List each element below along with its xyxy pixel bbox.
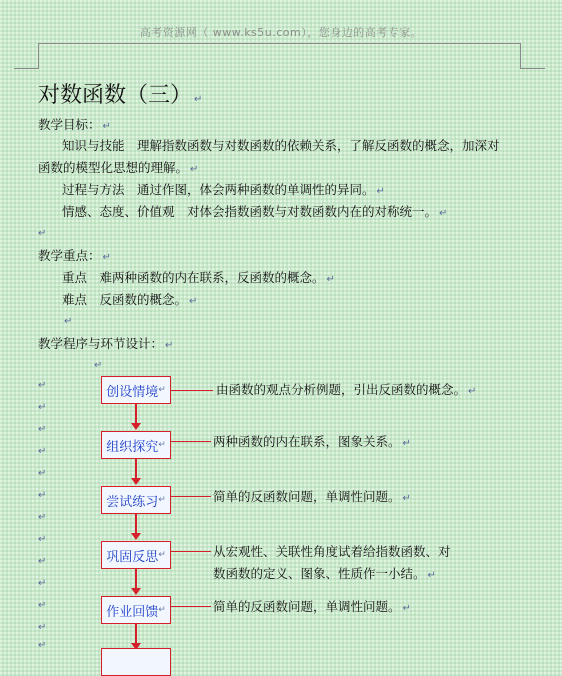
flow-arrow-shaft — [135, 459, 137, 479]
paragraph-mark: ↵ — [38, 402, 47, 413]
connector-line — [171, 441, 211, 442]
paragraph-mark: ↵ — [38, 622, 47, 633]
paragraph-mark: ↵ — [38, 534, 47, 545]
key-point-1 — [62, 269, 335, 289]
header-rule — [38, 43, 520, 44]
connector-line — [171, 606, 211, 607]
paragraph-mark: ↵ — [102, 252, 111, 263]
goal-process-text: 过程与方法 通过作图，体会两种函数的单调性的异同。 — [62, 182, 375, 197]
paragraph-mark: ↵ — [38, 640, 47, 651]
paragraph-mark: ↵ — [402, 603, 411, 614]
corner-mark-left-h — [14, 68, 39, 69]
flow-step-desc-cont — [213, 563, 436, 587]
paragraph-mark: ↵ — [38, 228, 47, 239]
corner-mark-right-v — [520, 43, 521, 69]
paragraph-mark: ↵ — [38, 512, 47, 523]
goals-heading-text: 教学目标： — [38, 117, 101, 132]
paragraph-mark: ↵ — [468, 386, 477, 397]
flow-step-organize-inquiry — [101, 431, 171, 459]
paragraph-mark: ↵ — [64, 316, 73, 327]
procedure-heading — [38, 335, 173, 355]
paragraph-mark: ↵ — [165, 340, 174, 351]
goal-knowledge-line2 — [38, 159, 198, 179]
paragraph-mark: ↵ — [189, 296, 198, 307]
corner-mark-right-h — [520, 68, 545, 69]
flow-arrow-head — [131, 588, 141, 595]
paragraph-mark: ↵ — [158, 440, 166, 450]
flow-arrow-shaft — [135, 624, 137, 644]
flow-arrow-head — [131, 423, 141, 430]
corner-mark-left-v — [38, 43, 39, 69]
paragraph-mark: ↵ — [38, 600, 47, 611]
flow-step-desc-text: 简单的反函数问题，单调性问题。 — [213, 489, 401, 504]
procedure-heading-text: 教学程序与环节设计： — [38, 336, 164, 351]
page-header-text: 高考资源网（ www.ks5u.com），您身边的高考专家。 — [139, 26, 423, 39]
connector-line — [171, 551, 211, 552]
flow-step-label: 组织探究 — [106, 439, 159, 455]
flow-arrow-head — [131, 478, 141, 485]
paragraph-mark: ↵ — [38, 490, 47, 501]
goal-attitude — [62, 203, 447, 223]
flow-step-label: 创设情境 — [106, 384, 159, 400]
paragraph-mark: ↵ — [38, 556, 47, 567]
goal-attitude-text: 情感、态度、价值观 对体会指数函数与对数函数内在的对称统一。 — [62, 204, 438, 219]
paragraph-mark: ↵ — [38, 468, 47, 479]
paragraph-mark: ↵ — [158, 550, 166, 560]
flow-step-try-practice — [101, 486, 171, 514]
key-heading — [38, 247, 111, 267]
paragraph-mark: ↵ — [38, 424, 47, 435]
flow-step-desc-text: 由函数的观点分析例题，引出反函数的概念。 — [216, 382, 467, 397]
document-title — [38, 78, 202, 109]
paragraph-mark: ↵ — [190, 164, 199, 175]
goal-process — [62, 181, 385, 201]
paragraph-mark: ↵ — [158, 605, 166, 615]
flow-step-next-partial — [101, 648, 171, 676]
flow-step-label: 巩固反思 — [106, 549, 159, 565]
flow-step-label: 尝试练习 — [106, 494, 159, 510]
paragraph-mark: ↵ — [38, 578, 47, 589]
flow-step-create-situation — [101, 376, 171, 404]
goal-knowledge-line1: 知识与技能 理解指数函数与对数函数的依赖关系，了解反函数的概念，加深对 — [62, 138, 500, 153]
flow-step-desc — [213, 431, 411, 455]
flow-step-label: 作业回馈 — [106, 604, 159, 620]
flow-step-desc: 从宏观性、关联性角度试着给指数函数、对 — [213, 544, 451, 559]
goals-heading — [38, 116, 111, 136]
connector-line — [171, 390, 213, 391]
flow-step-desc-cont-text: 数函数的定义、图象、性质作一小结。 — [213, 566, 426, 581]
goal-knowledge-line2-text: 函数的模型化思想的理解。 — [38, 160, 189, 175]
flow-step-desc-text: 两种函数的内在联系，图象关系。 — [213, 434, 401, 449]
flow-step-desc — [213, 486, 411, 510]
flow-step-homework-feedback — [101, 596, 171, 624]
paragraph-mark: ↵ — [427, 570, 436, 581]
flow-arrow-head — [131, 533, 141, 540]
key-point-1-text: 重点 难两种函数的内在联系，反函数的概念。 — [62, 270, 325, 285]
flow-step-desc-text: 简单的反函数问题，单调性问题。 — [213, 599, 401, 614]
paragraph-mark: ↵ — [376, 186, 385, 197]
paragraph-mark: ↵ — [158, 385, 166, 395]
paragraph-mark: ↵ — [194, 94, 203, 105]
flow-step-consolidate-reflect — [101, 541, 171, 569]
paragraph-mark: ↵ — [439, 208, 448, 219]
flow-step-desc — [216, 379, 476, 403]
flow-arrow-shaft — [135, 514, 137, 534]
flow-arrow-shaft — [135, 569, 137, 589]
paragraph-mark: ↵ — [94, 360, 103, 371]
key-heading-text: 教学重点： — [38, 248, 101, 263]
paragraph-mark: ↵ — [102, 121, 111, 132]
flow-step-desc — [213, 596, 411, 620]
paragraph-mark: ↵ — [38, 380, 47, 391]
key-point-2-text: 难点 反函数的概念。 — [62, 292, 188, 307]
paragraph-mark: ↵ — [402, 493, 411, 504]
key-point-2 — [62, 291, 197, 311]
paragraph-mark: ↵ — [38, 446, 47, 457]
flow-arrow-shaft — [135, 404, 137, 424]
document-title-text: 对数函数（三） — [38, 83, 193, 108]
connector-line — [171, 496, 211, 497]
paragraph-mark: ↵ — [402, 438, 411, 449]
paragraph-mark: ↵ — [326, 274, 335, 285]
paragraph-mark: ↵ — [158, 495, 166, 505]
